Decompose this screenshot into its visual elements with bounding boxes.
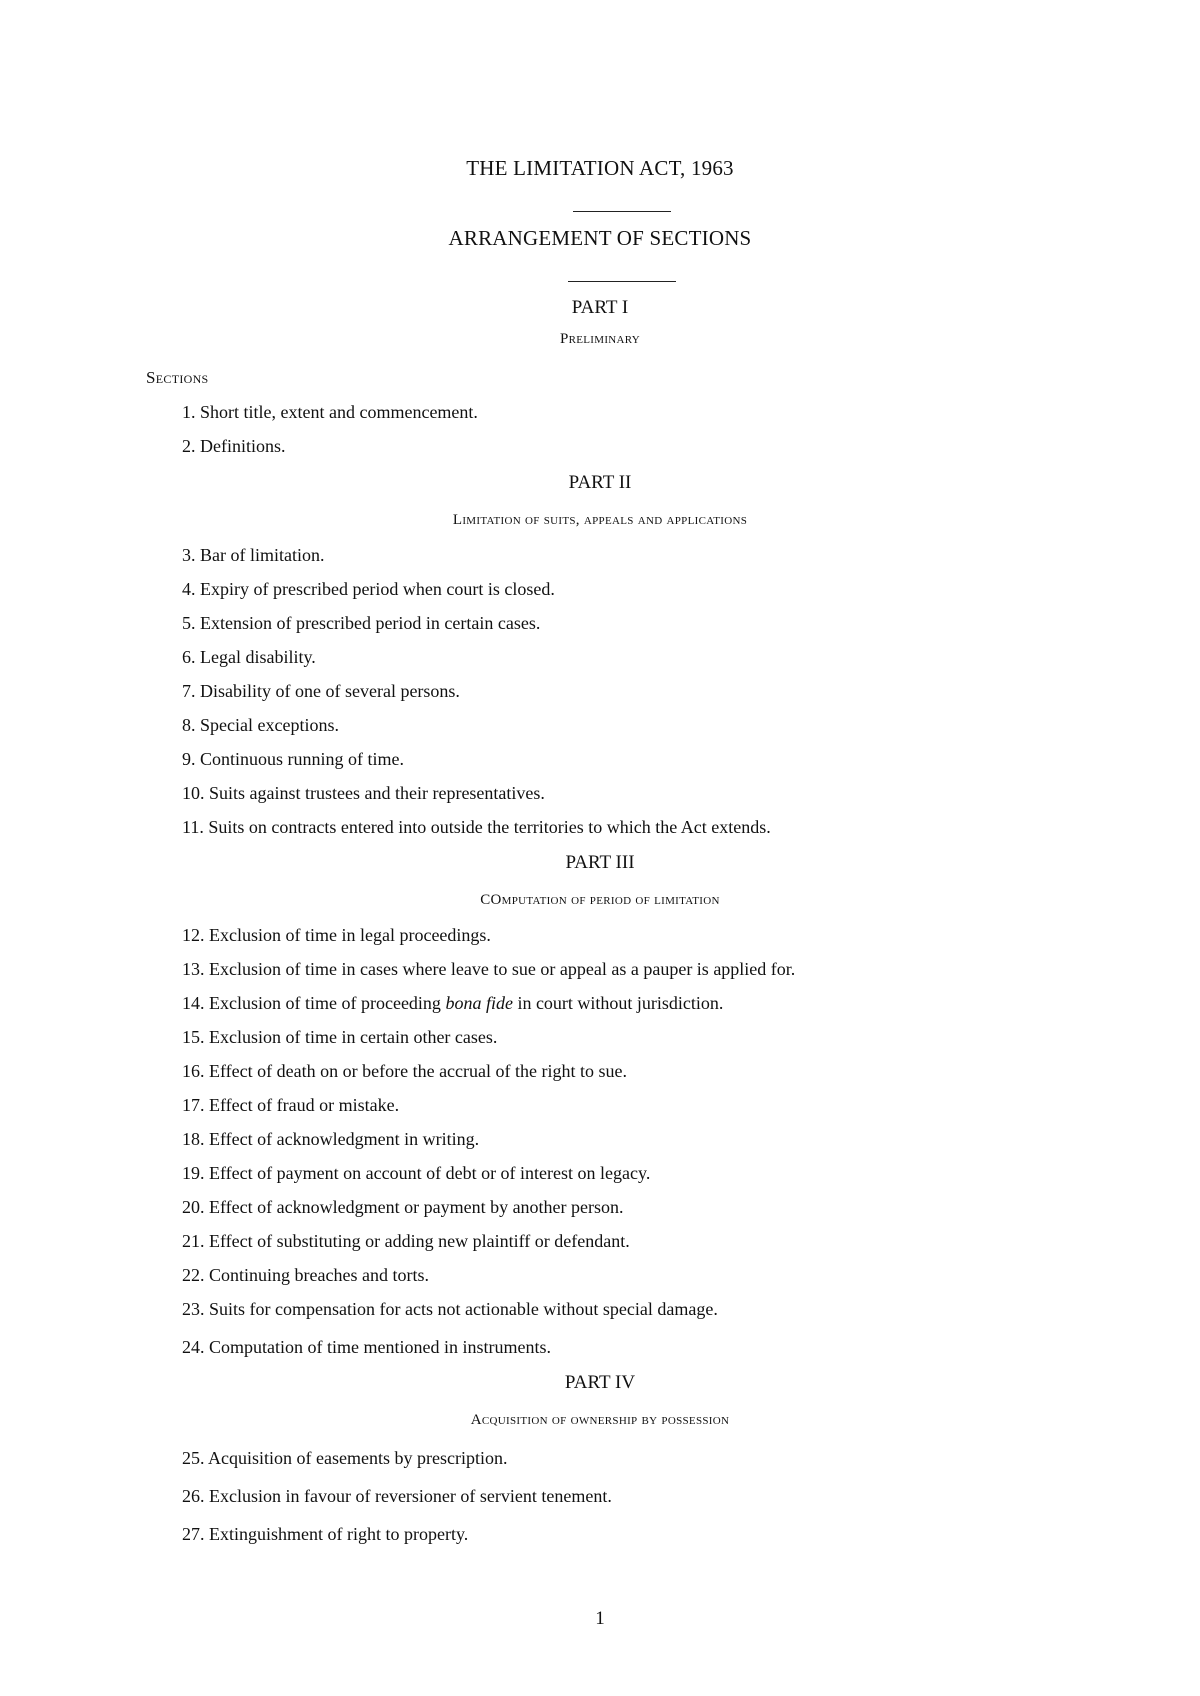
section-number: 7.	[182, 681, 196, 701]
section-number: 17.	[182, 1095, 205, 1115]
section-number: 5.	[182, 613, 196, 633]
section-title: Definitions.	[200, 436, 286, 456]
section-number: 19.	[182, 1163, 205, 1183]
section-number: 24.	[182, 1337, 205, 1357]
sections-label: Sections	[146, 368, 209, 387]
section-number: 25.	[182, 1448, 205, 1468]
section-title: Extinguishment of right to property.	[209, 1524, 469, 1544]
section-number: 8.	[182, 715, 196, 735]
section-title: Suits against trustees and their representatives.	[209, 783, 545, 803]
part-3-label: PART III	[565, 852, 635, 873]
heading-divider	[568, 281, 676, 282]
section-number: 18.	[182, 1129, 205, 1149]
section-title: Effect of substituting or adding new plaintiff or defendant.	[209, 1231, 630, 1251]
section-number: 11.	[182, 817, 204, 837]
section-entry	[182, 1027, 497, 1048]
section-number: 16.	[182, 1061, 205, 1081]
section-entry	[182, 1486, 612, 1507]
section-entry	[182, 993, 723, 1014]
section-entry	[182, 959, 795, 980]
section-entry	[182, 1524, 468, 1545]
section-title: Computation of time mentioned in instruments.	[209, 1337, 551, 1357]
section-entry	[182, 647, 316, 668]
section-title: Exclusion of time in certain other cases.	[209, 1027, 498, 1047]
section-number: 4.	[182, 579, 196, 599]
part-1-label: PART I	[571, 297, 629, 318]
section-entry	[182, 783, 545, 804]
section-title: Effect of acknowledgment in writing.	[209, 1129, 480, 1149]
section-entry	[182, 402, 478, 423]
section-entry	[182, 817, 771, 838]
section-entry	[182, 1265, 429, 1286]
page-number: 1	[595, 1608, 605, 1629]
part-4-subtitle: Acquisition of ownership by possession	[470, 1412, 730, 1428]
section-number: 2.	[182, 436, 196, 456]
section-title: Suits on contracts entered into outside the territories to which the Act extends.	[208, 817, 771, 837]
section-title: Exclusion in favour of reversioner of servient tenement.	[209, 1486, 612, 1506]
section-entry	[182, 681, 460, 702]
section-title-italic: bona fide	[445, 993, 513, 1013]
section-entry	[182, 545, 324, 566]
section-entry	[182, 1231, 630, 1252]
section-title: Effect of death on or before the accrual of the right to sue.	[209, 1061, 627, 1081]
section-number: 10.	[182, 783, 205, 803]
section-number: 27.	[182, 1524, 205, 1544]
section-entry	[182, 1448, 507, 1469]
section-title-part: Exclusion of time of proceeding	[209, 993, 446, 1013]
section-title: Bar of limitation.	[200, 545, 325, 565]
section-title: Short title, extent and commencement.	[200, 402, 478, 422]
section-title: Exclusion of time in legal proceedings.	[209, 925, 491, 945]
part-1-subtitle: Preliminary	[559, 331, 641, 347]
section-entry	[182, 1163, 650, 1184]
section-entry	[182, 1129, 479, 1150]
section-title: Continuous running of time.	[200, 749, 404, 769]
section-number: 6.	[182, 647, 196, 667]
part-2-label: PART II	[568, 472, 632, 493]
section-entry	[182, 925, 491, 946]
section-entry	[182, 1337, 551, 1358]
section-entry	[182, 749, 404, 770]
section-entry	[182, 1197, 624, 1218]
section-title: Legal disability.	[200, 647, 316, 667]
section-entry	[182, 1095, 399, 1116]
section-number: 20.	[182, 1197, 205, 1217]
section-number: 3.	[182, 545, 196, 565]
section-number: 9.	[182, 749, 196, 769]
part-4-label: PART IV	[564, 1372, 636, 1393]
section-title: Effect of fraud or mistake.	[209, 1095, 400, 1115]
part-3-subtitle: COmputation of period of limitation	[480, 892, 720, 908]
section-title: Acquisition of easements by prescription.	[208, 1448, 508, 1468]
section-title: Special exceptions.	[200, 715, 339, 735]
section-title	[209, 993, 723, 1013]
section-number: 21.	[182, 1231, 205, 1251]
arrangement-heading: ARRANGEMENT OF SECTIONS	[448, 226, 752, 250]
section-title: Suits for compensation for acts not actionable without special damage.	[209, 1299, 718, 1319]
section-entry	[182, 1299, 718, 1320]
section-title: Expiry of prescribed period when court is closed.	[200, 579, 555, 599]
part-2-subtitle: Limitation of suits, appeals and applications	[452, 512, 748, 528]
section-number: 26.	[182, 1486, 205, 1506]
section-entry	[182, 715, 339, 736]
document-title: THE LIMITATION ACT, 1963	[466, 156, 734, 180]
section-title-part: in court without jurisdiction.	[512, 993, 724, 1013]
section-title: Effect of acknowledgment or payment by another person.	[209, 1197, 624, 1217]
section-number: 14.	[182, 993, 205, 1013]
section-entry	[182, 1061, 627, 1082]
title-divider	[573, 211, 671, 212]
section-title: Continuing breaches and torts.	[209, 1265, 429, 1285]
section-title: Extension of prescribed period in certain cases.	[200, 613, 541, 633]
section-entry	[182, 613, 540, 634]
section-entry	[182, 436, 286, 457]
section-title: Disability of one of several persons.	[200, 681, 460, 701]
section-number: 22.	[182, 1265, 205, 1285]
section-number: 1.	[182, 402, 196, 422]
section-title: Effect of payment on account of debt or of interest on legacy.	[209, 1163, 651, 1183]
section-title: Exclusion of time in cases where leave to sue or appeal as a pauper is applied for.	[209, 959, 796, 979]
section-number: 15.	[182, 1027, 205, 1047]
section-number: 12.	[182, 925, 205, 945]
section-entry	[182, 579, 555, 600]
section-number: 23.	[182, 1299, 205, 1319]
section-number: 13.	[182, 959, 205, 979]
